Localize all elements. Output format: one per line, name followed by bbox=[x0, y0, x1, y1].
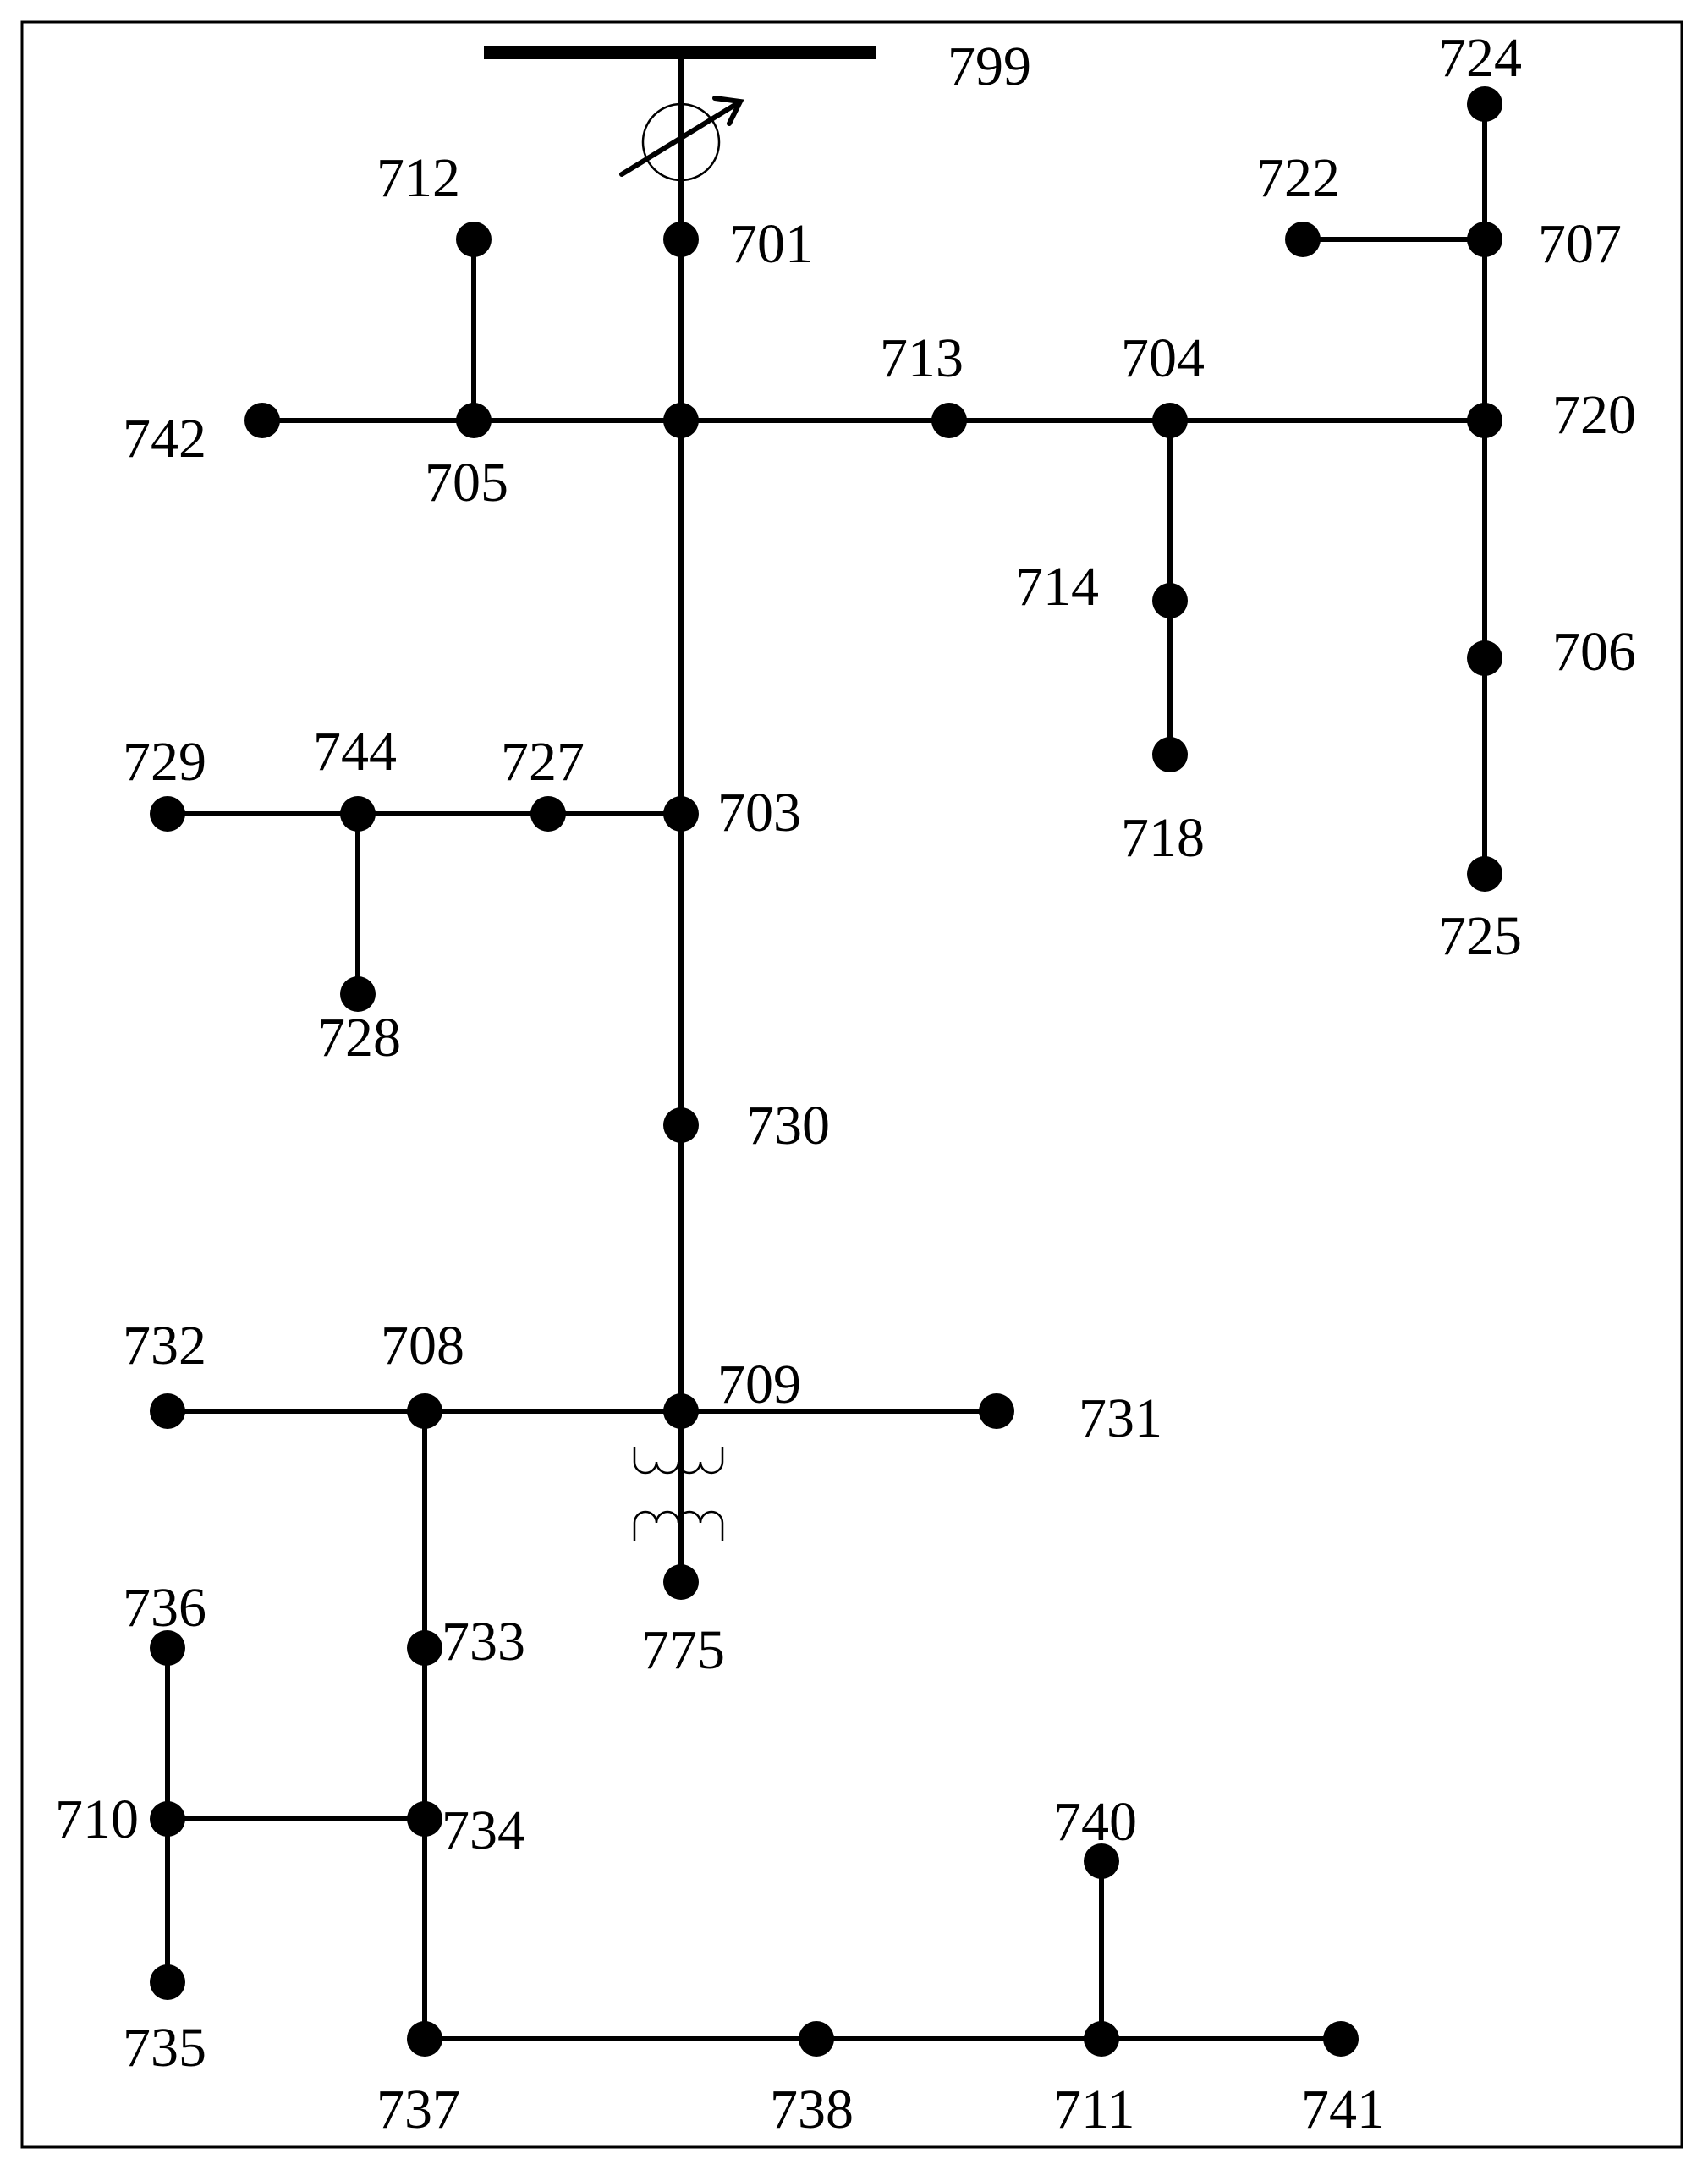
label-714: 714 bbox=[1015, 556, 1099, 618]
node-703 bbox=[663, 796, 699, 832]
label-705: 705 bbox=[425, 452, 508, 514]
label-708: 708 bbox=[381, 1315, 464, 1376]
node-733 bbox=[407, 1630, 442, 1666]
label-737: 737 bbox=[376, 2079, 460, 2140]
label-709: 709 bbox=[717, 1354, 801, 1415]
node-712 bbox=[456, 222, 492, 257]
label-799: 799 bbox=[947, 36, 1031, 97]
node-775 bbox=[663, 1564, 699, 1600]
label-740: 740 bbox=[1053, 1791, 1137, 1853]
label-732: 732 bbox=[123, 1315, 206, 1376]
node-738 bbox=[799, 2021, 834, 2057]
node-707 bbox=[1467, 222, 1502, 257]
node-729 bbox=[150, 796, 185, 832]
bus-nodes bbox=[150, 86, 1502, 2057]
node-725 bbox=[1467, 856, 1502, 892]
label-725: 725 bbox=[1438, 905, 1522, 967]
node-706 bbox=[1467, 640, 1502, 676]
node-702 bbox=[663, 403, 699, 438]
node-731 bbox=[979, 1393, 1014, 1429]
node-730 bbox=[663, 1107, 699, 1143]
label-720: 720 bbox=[1552, 384, 1636, 446]
node-737 bbox=[407, 2021, 442, 2057]
label-727: 727 bbox=[501, 731, 585, 793]
node-744 bbox=[340, 796, 376, 832]
node-718 bbox=[1152, 737, 1188, 772]
node-714 bbox=[1152, 583, 1188, 618]
label-730: 730 bbox=[746, 1095, 830, 1156]
label-710: 710 bbox=[55, 1788, 139, 1850]
node-727 bbox=[530, 796, 566, 832]
label-733: 733 bbox=[442, 1611, 525, 1673]
node-722 bbox=[1285, 222, 1321, 257]
label-736: 736 bbox=[123, 1577, 206, 1639]
label-724: 724 bbox=[1438, 27, 1522, 89]
label-728: 728 bbox=[317, 1007, 401, 1069]
node-701 bbox=[663, 222, 699, 257]
node-704 bbox=[1152, 403, 1188, 438]
node-724 bbox=[1467, 86, 1502, 122]
node-734 bbox=[407, 1801, 442, 1837]
label-734: 734 bbox=[442, 1799, 525, 1861]
node-713 bbox=[931, 403, 967, 438]
node-735 bbox=[150, 1964, 185, 2000]
label-711: 711 bbox=[1053, 2079, 1135, 2140]
node-742 bbox=[244, 403, 280, 438]
label-707: 707 bbox=[1538, 213, 1622, 275]
label-741: 741 bbox=[1301, 2079, 1385, 2140]
label-744: 744 bbox=[313, 721, 397, 783]
node-709 bbox=[663, 1393, 699, 1429]
label-704: 704 bbox=[1121, 327, 1205, 389]
node-708 bbox=[407, 1393, 442, 1429]
node-711 bbox=[1084, 2021, 1119, 2057]
diagram-frame bbox=[22, 22, 1682, 2147]
label-722: 722 bbox=[1256, 147, 1340, 209]
label-703: 703 bbox=[717, 782, 801, 843]
label-738: 738 bbox=[770, 2079, 854, 2140]
bus-labels bbox=[55, 27, 1636, 2140]
node-732 bbox=[150, 1393, 185, 1429]
label-742: 742 bbox=[123, 408, 206, 470]
label-729: 729 bbox=[123, 731, 206, 793]
label-701: 701 bbox=[729, 213, 813, 275]
label-775: 775 bbox=[641, 1619, 725, 1681]
node-741 bbox=[1323, 2021, 1359, 2057]
node-710 bbox=[150, 1801, 185, 1837]
label-731: 731 bbox=[1079, 1387, 1162, 1449]
label-713: 713 bbox=[880, 327, 964, 389]
node-705 bbox=[456, 403, 492, 438]
label-735: 735 bbox=[123, 2017, 206, 2079]
label-712: 712 bbox=[376, 147, 460, 209]
label-718: 718 bbox=[1121, 807, 1205, 869]
node-720 bbox=[1467, 403, 1502, 438]
label-706: 706 bbox=[1552, 621, 1636, 683]
